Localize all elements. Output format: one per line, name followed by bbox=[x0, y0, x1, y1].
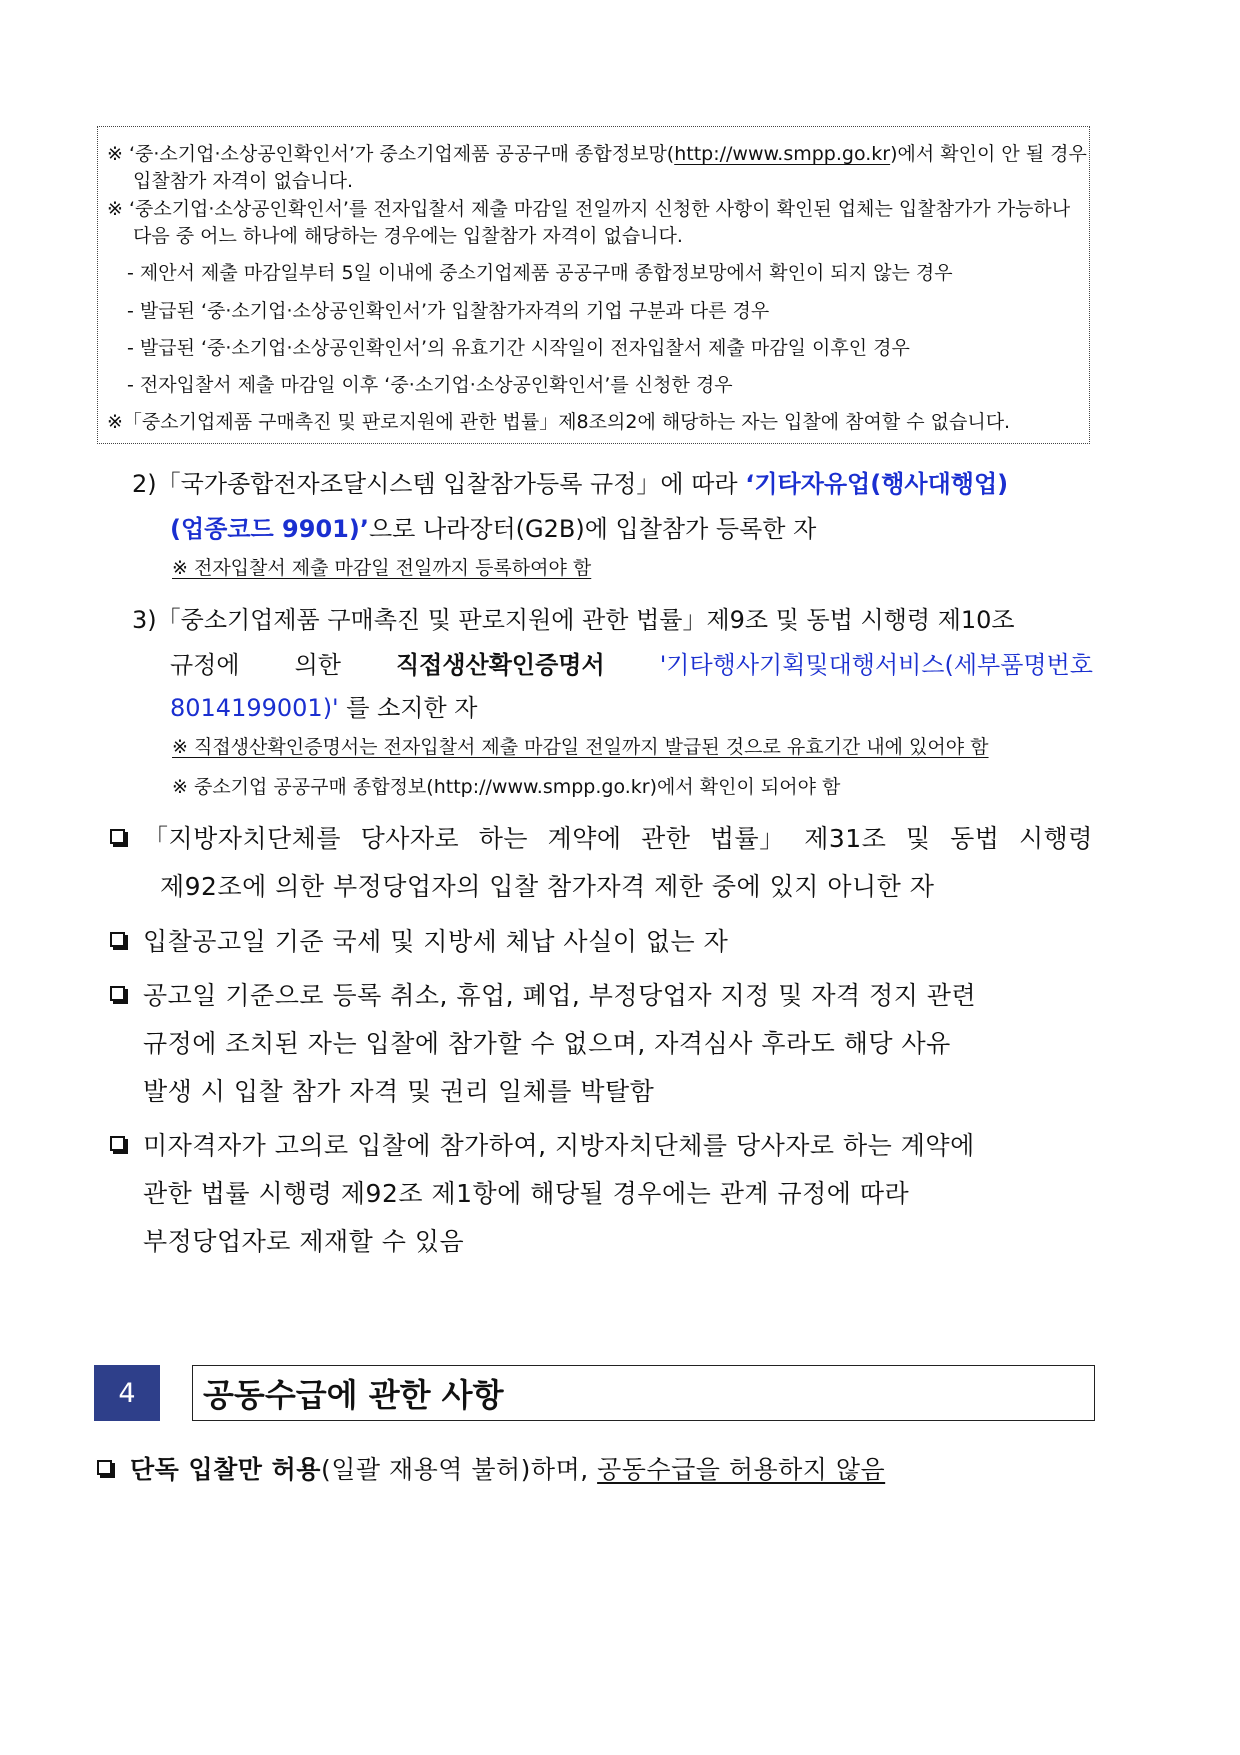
checklist-3-line-1: 공고일 기준으로 등록 취소, 휴업, 폐업, 부정당업자 지정 및 자격 정지 관련 bbox=[143, 981, 977, 1010]
checkbox-square-icon bbox=[110, 986, 125, 1001]
item2-note: ※ 전자입찰서 제출 마감일 전일까지 등록하여야 함 bbox=[172, 557, 592, 579]
checkbox-square-icon bbox=[110, 1136, 125, 1151]
checkbox-square-icon bbox=[110, 829, 125, 844]
section-number: 4 bbox=[94, 1365, 160, 1421]
smpp-link[interactable]: http://www.smpp.go.kr bbox=[674, 143, 891, 165]
notice-line-1: ※ ‘중·소기업·소상공인확인서’가 중소기업제품 공공구매 종합정보망(http://www.smpp.go.kr)에서 확인이 안 될 경우 bbox=[107, 143, 1087, 165]
notice-line-last: ※「중소기업제품 구매촉진 및 판로지원에 관한 법률」제8조의2에 해당하는 자는 입찰에 참여할 수 없습니다. bbox=[107, 411, 1011, 433]
item3-line-3: 8014199001)' 를 소지한 자 bbox=[170, 694, 478, 722]
checklist-1-line-1: 「지방자치단체를 당사자로 하는 계약에 관한 법률」 제31조 및 동법 시행령 bbox=[143, 824, 1093, 853]
notice-bullet-1: - 제안서 제출 마감일부터 5일 이내에 중소기업제품 공공구매 종합정보망에서 확인이 되지 않는 경우 bbox=[127, 262, 953, 284]
section-title: 공동수급에 관한 사항 bbox=[192, 1365, 1095, 1421]
item2-line-2: (업종코드 9901)’으로 나라장터(G2B)에 입찰참가 등록한 자 bbox=[170, 515, 817, 543]
checklist-2-line-1: 입찰공고일 기준 국세 및 지방세 체납 사실이 없는 자 bbox=[143, 927, 729, 956]
checklist-4-line-2: 관한 법률 시행령 제92조 제1항에 해당될 경우에는 관계 규정에 따라 bbox=[143, 1179, 910, 1208]
notice-bullet-3: - 발급된 ‘중·소기업·소상공인확인서’의 유효기간 시작일이 전자입찰서 제출 마감일 이후인 경우 bbox=[127, 337, 910, 359]
notice-bullet-4: - 전자입찰서 제출 마감일 이후 ‘중·소기업·소상공인확인서’를 신청한 경우 bbox=[127, 374, 733, 396]
notice-line-2: 입찰참가 자격이 없습니다. bbox=[133, 170, 354, 192]
checklist-4-line-1: 미자격자가 고의로 입찰에 참가하여, 지방자치단체를 당사자로 하는 계약에 bbox=[143, 1131, 975, 1160]
notice-bullet-2: - 발급된 ‘중·소기업·소상공인확인서’가 입찰참가자격의 기업 구분과 다른 경우 bbox=[127, 300, 770, 322]
checkbox-square-icon bbox=[97, 1460, 112, 1475]
item3-note-2: ※ 중소기업 공공구매 종합정보(http://www.smpp.go.kr)에서 확인이 되어야 함 bbox=[172, 776, 841, 798]
item3-note-1: ※ 직접생산확인증명서는 전자입찰서 제출 마감일 전일까지 발급된 것으로 유효기간 내에 있어야 함 bbox=[172, 736, 989, 758]
checklist-3-line-2: 규정에 조치된 자는 입찰에 참가할 수 없으며, 자격심사 후라도 해당 사유 bbox=[143, 1029, 951, 1058]
notice-line-3: ※ ‘중소기업·소상공인확인서’를 전자입찰서 제출 마감일 전일까지 신청한 사항이 확인된 업체는 입찰참가가 가능하나 bbox=[107, 198, 1071, 220]
section4-item: 단독 입찰만 허용(일괄 재용역 불허)하며, 공동수급을 허용하지 않음 bbox=[130, 1455, 886, 1484]
item2-line-1: 2)「국가종합전자조달시스템 입찰참가등록 규정」에 따라 ‘기타자유업(행사대행업) bbox=[132, 470, 1009, 498]
checklist-4-line-3: 부정당업자로 제재할 수 있음 bbox=[143, 1227, 465, 1256]
item3-line-1: 3)「중소기업제품 구매촉진 및 판로지원에 관한 법률」제9조 및 동법 시행령 제10조 bbox=[132, 606, 1015, 634]
checklist-1-line-2: 제92조에 의한 부정당업자의 입찰 참가자격 제한 중에 있지 아니한 자 bbox=[160, 872, 935, 901]
item3-line-2: 규정에 의한 직접생산확인증명서 '기타행사기획및대행서비스(세부품명번호 bbox=[170, 651, 1093, 679]
checklist-3-line-3: 발생 시 입찰 참가 자격 및 권리 일체를 박탈함 bbox=[143, 1077, 655, 1106]
checkbox-square-icon bbox=[110, 932, 125, 947]
notice-line-4: 다음 중 어느 하나에 해당하는 경우에는 입찰참가 자격이 없습니다. bbox=[133, 225, 683, 247]
